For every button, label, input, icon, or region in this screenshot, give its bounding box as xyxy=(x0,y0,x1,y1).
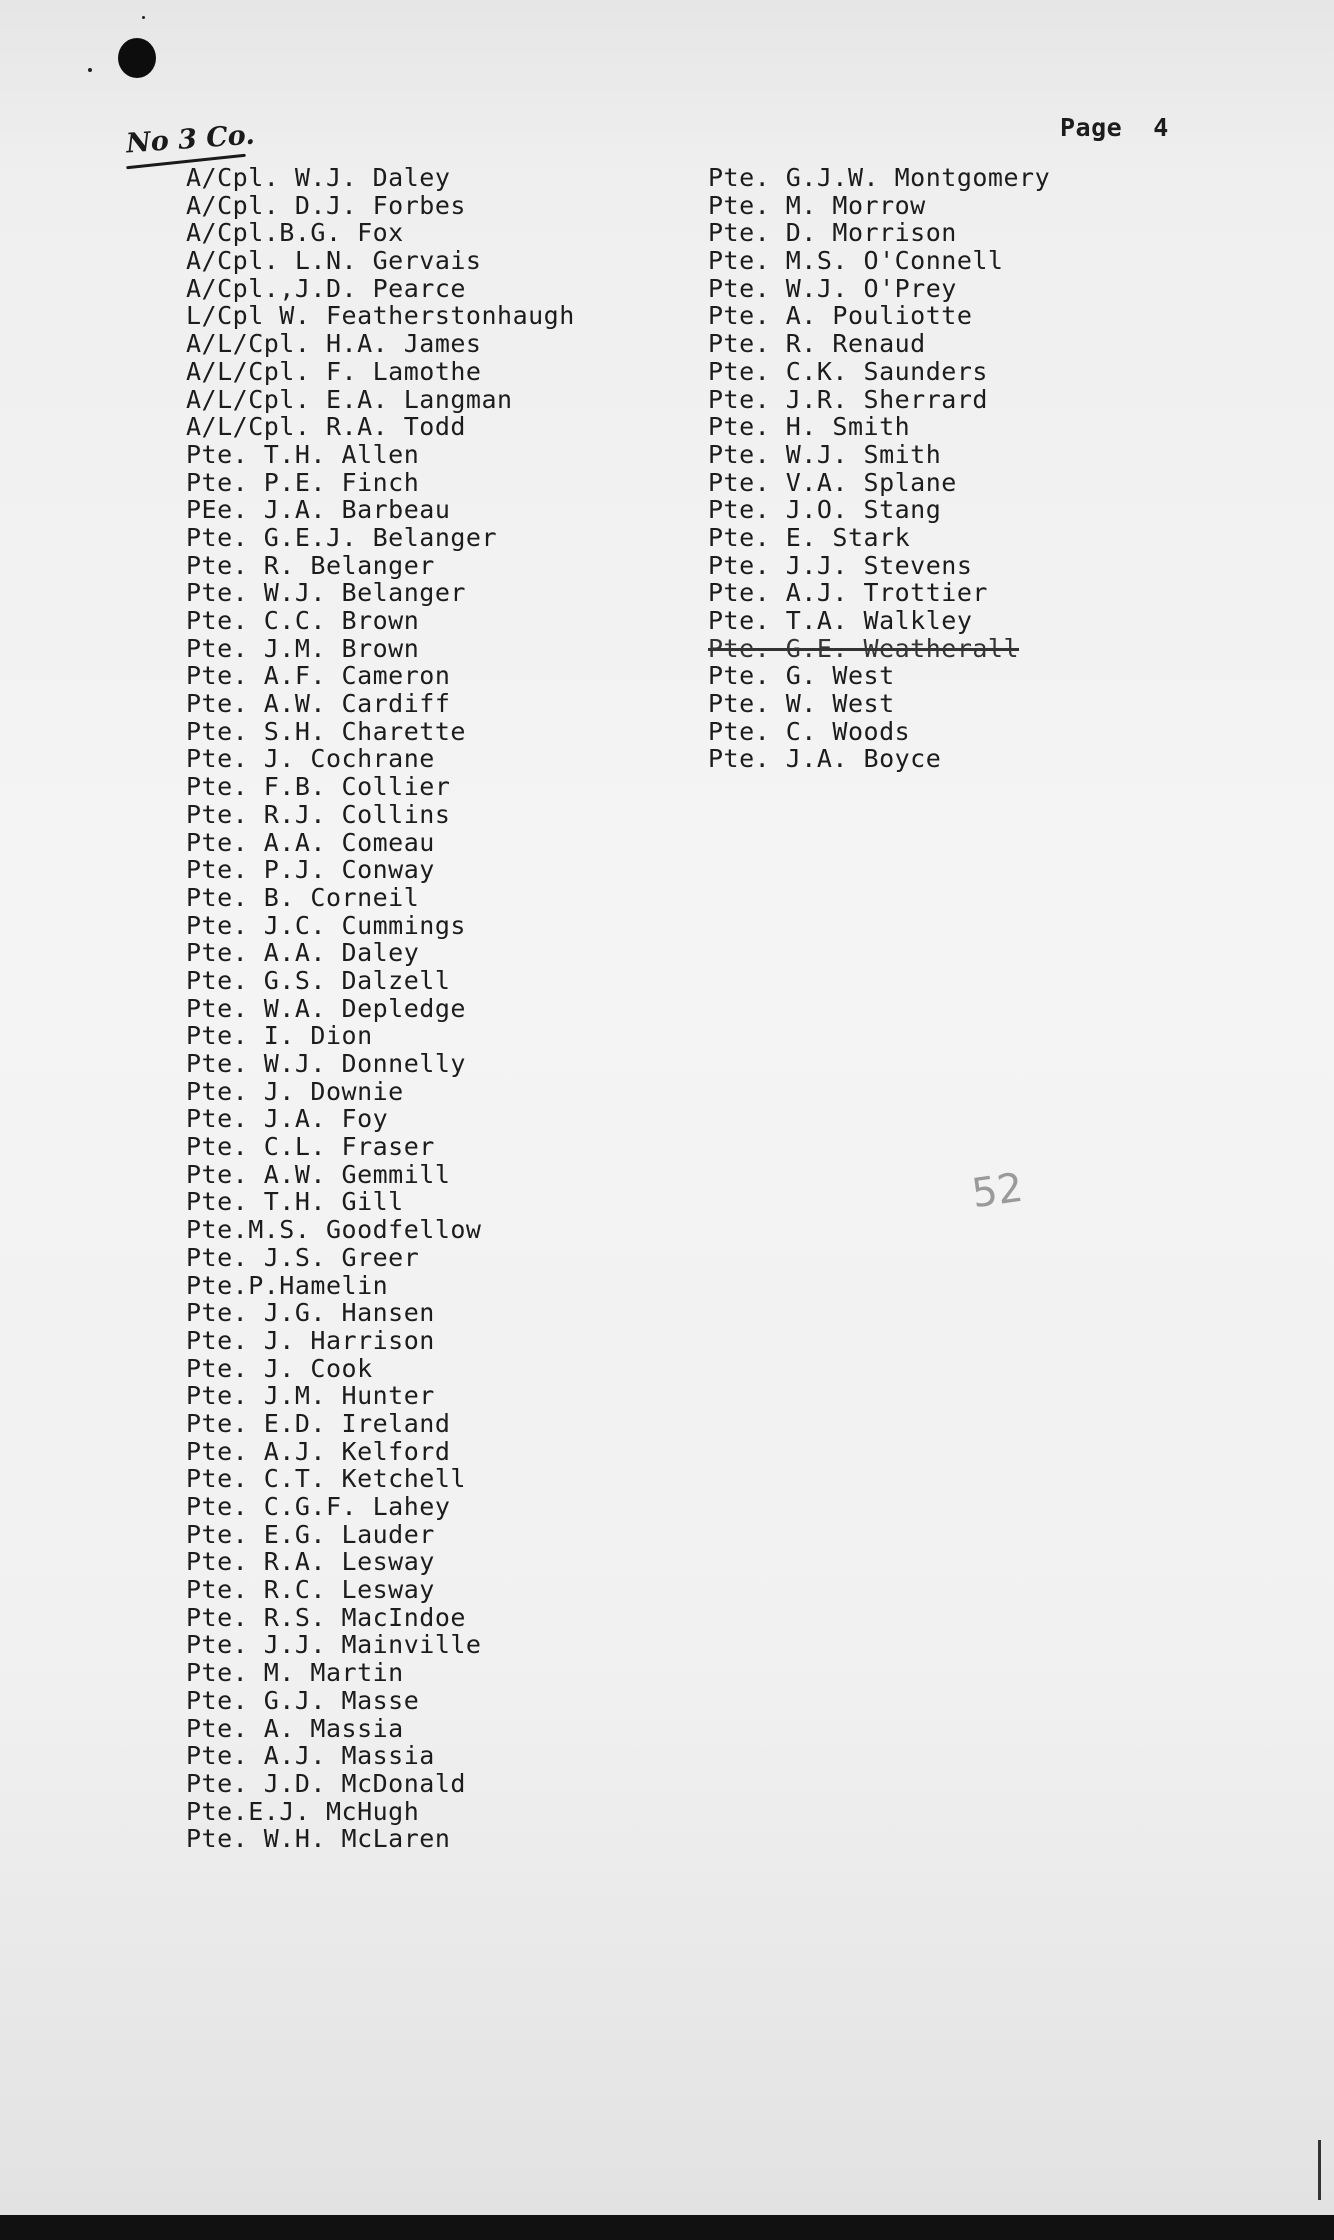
roster-entry: A/Cpl.B.G. Fox xyxy=(186,218,404,248)
roster-entry: Pte. R.A. Lesway xyxy=(186,1547,435,1577)
roster-entry: Pte. A.A. Comeau xyxy=(186,827,435,857)
roster-entry: Pte. C. Woods xyxy=(708,716,911,746)
roster-entry: Pte. E.G. Lauder xyxy=(186,1519,435,1549)
roster-entry: Pte. E.D. Ireland xyxy=(186,1408,451,1438)
roster-entry: Pte. J.D. McDonald xyxy=(186,1768,466,1798)
roster-entry: Pte. W.H. McLaren xyxy=(186,1824,451,1854)
roster-left-column xyxy=(186,164,575,1853)
roster-entry: Pte. A.F. Cameron xyxy=(186,661,451,691)
roster-right-column xyxy=(708,164,1050,773)
roster-entry: Pte. G. West xyxy=(708,661,895,691)
roster-entry: Pte. T.H. Allen xyxy=(186,439,420,469)
company-label: No 3 Co. xyxy=(125,119,256,160)
roster-entry: A/Cpl. W.J. Daley xyxy=(186,163,451,192)
roster-entry: Pte. J. Cochrane xyxy=(186,744,435,774)
roster-entry: Pte. G.J. Masse xyxy=(186,1685,420,1715)
roster-entry: Pte. A. Pouliotte xyxy=(708,301,973,331)
roster-entry: Pte. A.W. Gemmill xyxy=(186,1159,451,1189)
roster-entry: Pte. P.J. Conway xyxy=(186,855,435,885)
roster-entry: Pte. A.A. Daley xyxy=(186,938,420,968)
roster-entry: Pte. W.A. Depledge xyxy=(186,993,466,1023)
roster-entry: Pte. A.J. Trottier xyxy=(708,578,988,608)
page-number: Page 4 xyxy=(1060,113,1169,142)
roster-entry: Pte. R. Renaud xyxy=(708,329,926,359)
roster-entry: Pte. J. Downie xyxy=(186,1076,404,1106)
roster-entry: A/L/Cpl. H.A. James xyxy=(186,329,482,359)
roster-entry: Pte. F.B. Collier xyxy=(186,772,451,802)
roster-entry: Pte. G.E.J. Belanger xyxy=(186,522,498,552)
roster-entry: Pte. M.S. O'Connell xyxy=(708,246,1004,276)
roster-entry: Pte. J.G. Hansen xyxy=(186,1298,435,1328)
roster-entry: Pte. J. Cook xyxy=(186,1353,373,1383)
roster-entry: Pte. W.J. O'Prey xyxy=(708,273,957,303)
margin-note: 52 xyxy=(969,1164,1026,1218)
roster-entry: Pte. R.S. MacIndoe xyxy=(186,1602,466,1632)
roster-entry: Pte. J.J. Stevens xyxy=(708,550,973,580)
roster-entry: Pte.M.S. Goodfellow xyxy=(186,1215,482,1245)
roster-entry: Pte. P.E. Finch xyxy=(186,467,420,497)
roster-entry: Pte. C.G.F. Lahey xyxy=(186,1492,451,1521)
roster-entry: Pte. J.A. Boyce xyxy=(708,744,942,774)
roster-entry: Pte. W.J. Belanger xyxy=(186,578,466,608)
roster-entry: Pte. C.T. Ketchell xyxy=(186,1464,466,1494)
roster-entry: Pte. J.S. Greer xyxy=(186,1242,420,1272)
roster-entry: Pte. R. Belanger xyxy=(186,550,435,580)
roster-entry: Pte. J. Harrison xyxy=(186,1325,435,1355)
roster-entry: Pte. D. Morrison xyxy=(708,218,957,248)
roster-entry: PEe. J.A. Barbeau xyxy=(186,495,451,525)
roster-entry: Pte. T.H. Gill xyxy=(186,1187,404,1217)
roster-entry: Pte.E.J. McHugh xyxy=(186,1796,420,1826)
roster-entry: Pte. B. Corneil xyxy=(186,882,420,912)
roster-entry: Pte. W.J. Smith xyxy=(708,439,942,469)
roster-entry: A/L/Cpl. R.A. Todd xyxy=(186,412,466,442)
speck xyxy=(88,68,92,72)
roster-entry: Pte. C.C. Brown xyxy=(186,606,420,635)
roster-entry: Pte. I. Dion xyxy=(186,1021,373,1051)
roster-entry: Pte. C.K. Saunders xyxy=(708,356,988,386)
roster-entry: Pte. G.S. Dalzell xyxy=(186,965,451,995)
roster-entry: Pte. V.A. Splane xyxy=(708,467,957,497)
roster-entry: Pte. J.M. Brown xyxy=(186,633,420,663)
roster-entry: Pte. E. Stark xyxy=(708,522,911,552)
roster-entry: A/Cpl. D.J. Forbes xyxy=(186,190,466,220)
roster-entry: Pte. J.C. Cummings xyxy=(186,910,466,940)
speck xyxy=(142,16,145,19)
roster-entry: A/L/Cpl. F. Lamothe xyxy=(186,356,482,386)
roster-entry: Pte. W.J. Donnelly xyxy=(186,1049,466,1078)
roster-entry: Pte. R.C. Lesway xyxy=(186,1575,435,1605)
roster-entry: Pte. G.J.W. Montgomery xyxy=(708,163,1051,192)
roster-entry: Pte. A. Massia xyxy=(186,1713,404,1743)
roster-entry: Pte. A.W. Cardiff xyxy=(186,689,451,719)
roster-entry: A/L/Cpl. E.A. Langman xyxy=(186,384,513,414)
roster-entry: Pte. J.M. Hunter xyxy=(186,1381,435,1411)
scan-border xyxy=(0,2215,1334,2240)
roster-entry: Pte. M. Martin xyxy=(186,1658,404,1688)
roster-entry: A/Cpl.,J.D. Pearce xyxy=(186,273,466,303)
roster-entry-struck: Pte. G.E. Weatherall xyxy=(708,633,1020,663)
roster-entry: Pte. J.R. Sherrard xyxy=(708,384,988,414)
roster-entry: Pte. J.J. Mainville xyxy=(186,1630,482,1660)
roster-entry: Pte. R.J. Collins xyxy=(186,799,451,829)
roster-entry: Pte. C.L. Fraser xyxy=(186,1132,435,1162)
roster-entry: Pte. J.A. Foy xyxy=(186,1104,389,1134)
edge-mark xyxy=(1318,2140,1321,2200)
roster-entry: Pte. A.J. Kelford xyxy=(186,1436,451,1466)
roster-entry: Pte. T.A. Walkley xyxy=(708,606,973,635)
roster-entry: A/Cpl. L.N. Gervais xyxy=(186,246,482,276)
roster-entry: Pte. W. West xyxy=(708,689,895,719)
roster-entry: L/Cpl W. Featherstonhaugh xyxy=(186,301,575,331)
punch-hole xyxy=(118,38,156,78)
roster-entry: Pte.P.Hamelin xyxy=(186,1270,389,1300)
roster-entry: Pte. H. Smith xyxy=(708,412,911,442)
roster-entry: Pte. M. Morrow xyxy=(708,190,926,220)
roster-entry: Pte. A.J. Massia xyxy=(186,1741,435,1771)
roster-entry: Pte. S.H. Charette xyxy=(186,716,466,746)
roster-entry: Pte. J.O. Stang xyxy=(708,495,942,525)
